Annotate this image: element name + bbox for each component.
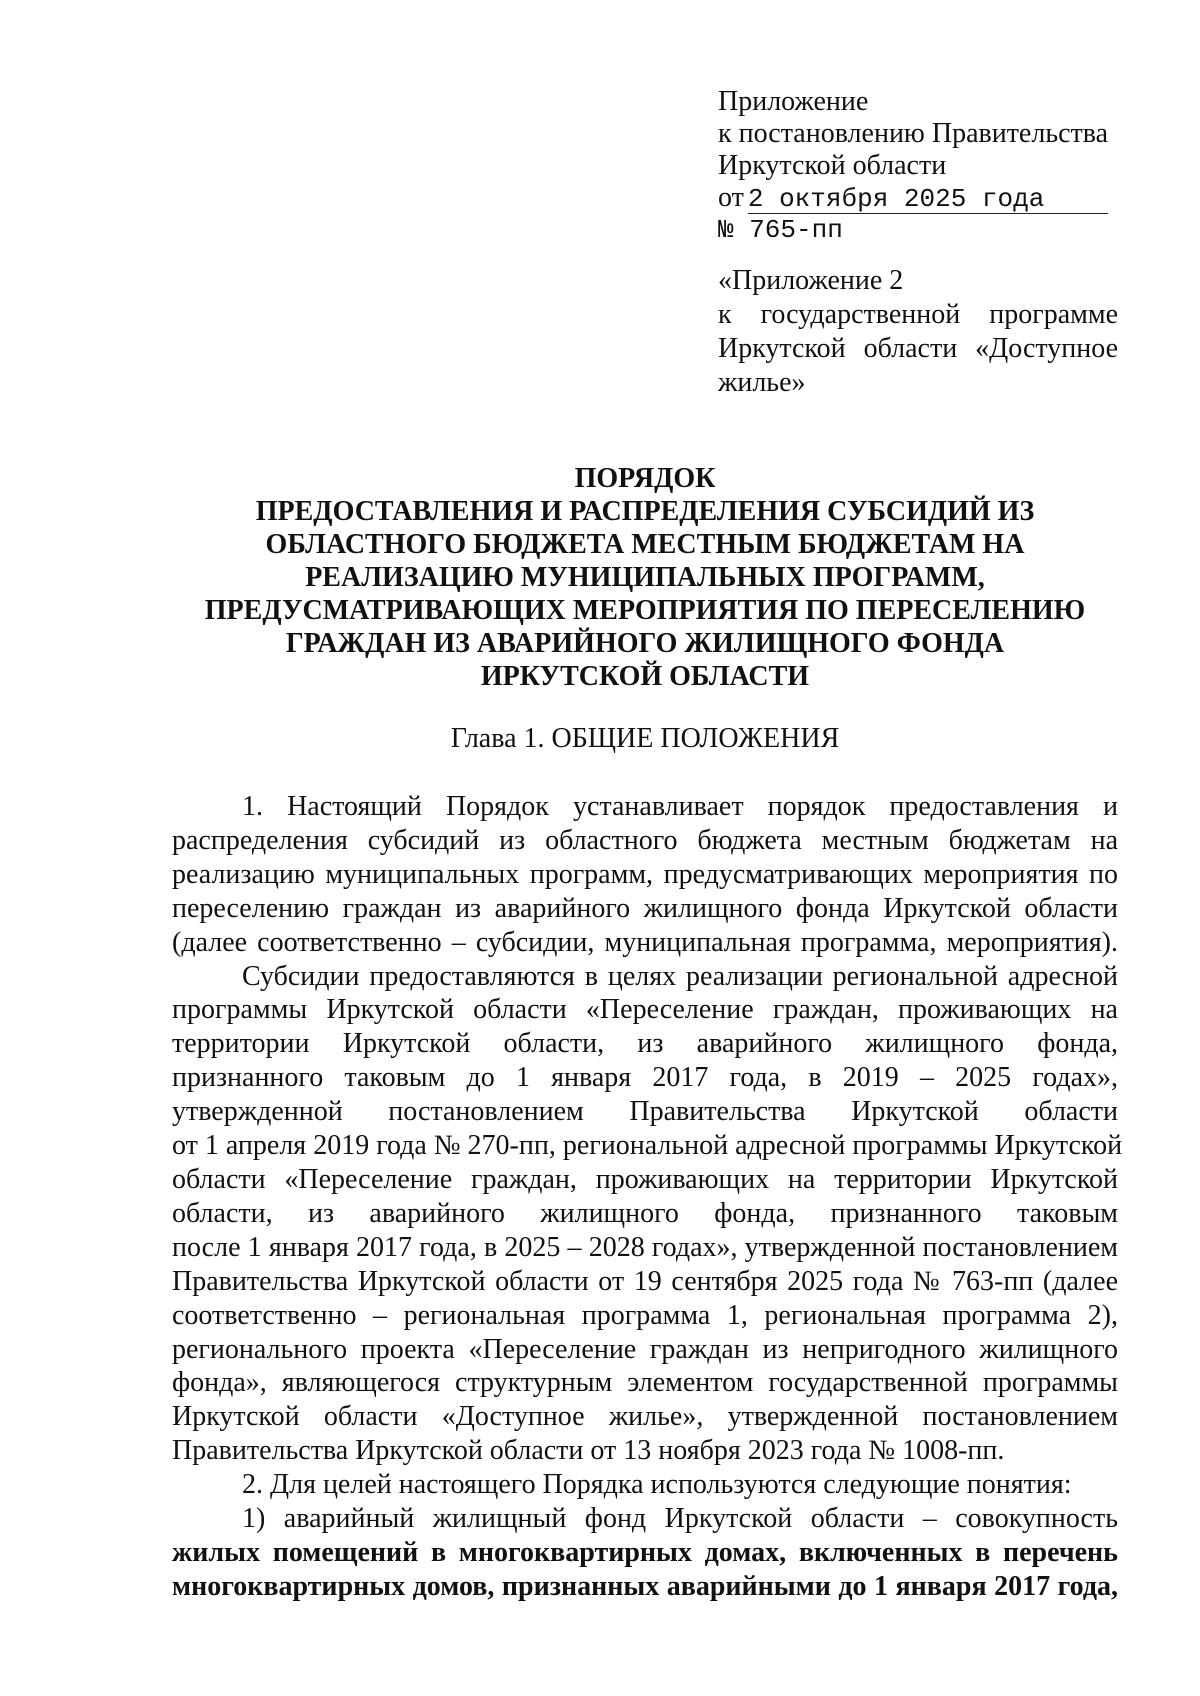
appendix2-program-line: к государственной программе <box>718 299 1118 330</box>
body-line: регионального проекта «Переселение граждан из непригодного жилищного <box>172 1333 1118 1365</box>
body-line: Правительства Иркутской области от 13 ноября 2023 года № 1008-пп. <box>172 1435 1005 1467</box>
body-line: территории Иркутской области, из аварийного жилищного фонда, <box>172 1028 1118 1060</box>
body-line: после 1 января 2017 года, в 2025 – 2028 годах», утвержденной постановлением <box>172 1231 1118 1263</box>
title-line: ПРЕДОСТАВЛЕНИЯ И РАСПРЕДЕЛЕНИЯ СУБСИДИЙ ИЗ <box>255 496 1035 527</box>
body-line: многоквартирных домов, признанных аварийными до 1 января 2017 года, <box>172 1570 1118 1602</box>
appendix-decree-line: к постановлению Правительства <box>718 118 1109 149</box>
appendix2-region-line: Иркутской области «Доступное <box>718 333 1118 364</box>
body-line: (далее соответственно – субсидии, муниципальная программа, мероприятия). <box>172 926 1118 958</box>
appendix-number: № 765-пп <box>718 215 843 245</box>
title-line: ПОРЯДОК <box>574 463 716 494</box>
title-line: ГРАЖДАН ИЗ АВАРИЙНОГО ЖИЛИЩНОГО ФОНДА <box>285 628 1005 659</box>
body-line: 1. Настоящий Порядок устанавливает порядок предоставления и <box>242 791 1118 822</box>
appendix-date-prefix: от <box>718 182 744 213</box>
appendix2-header <box>718 264 1118 400</box>
body-line: 2. Для целей настоящего Порядка используются следующие понятия: <box>242 1469 1072 1501</box>
body-line: соответственно – региональная программа 1, региональная программа 2), <box>172 1299 1118 1331</box>
body-line: Субсидии предоставляются в целях реализации региональной адресной <box>242 960 1118 992</box>
body-line: программы Иркутской области «Переселение граждан, проживающих на <box>172 994 1118 1026</box>
appendix-date: 2 октября 2025 года <box>748 185 1108 214</box>
appendix2-housing-line: жилье» <box>718 367 806 398</box>
appendix2-label: «Приложение 2 <box>718 265 904 296</box>
document-title <box>150 462 1140 693</box>
body-line: распределения субсидий из областного бюджета местным бюджетам на <box>172 824 1118 856</box>
body-line: жилых помещений в многоквартирных домах, включенных в перечень <box>172 1536 1118 1568</box>
body-line: Иркутской области «Доступное жилье», утвержденной постановлением <box>172 1401 1118 1433</box>
body-line: области «Переселение граждан, проживающих на территории Иркутской <box>172 1163 1118 1195</box>
appendix-date-row <box>718 182 1108 214</box>
body-line: 1) аварийный жилищный фонд Иркутской области – совокупность <box>242 1503 1118 1535</box>
chapter-heading: Глава 1. ОБЩИЕ ПОЛОЖЕНИЯ <box>450 723 840 754</box>
body-line: Правительства Иркутской области от 19 сентября 2025 года № 763-пп (далее <box>172 1265 1118 1297</box>
title-line: ПРЕДУСМАТРИВАЮЩИХ МЕРОПРИЯТИЯ ПО ПЕРЕСЕЛЕНИЮ <box>204 595 1086 626</box>
body-line: фонда», являющегося структурным элементом государственной программы <box>172 1367 1118 1399</box>
title-line: ИРКУТСКОЙ ОБЛАСТИ <box>480 661 810 692</box>
body-line: реализацию муниципальных программ, предусматривающих мероприятия по <box>172 858 1118 890</box>
body-line: области, из аварийного жилищного фонда, признанного таковым <box>172 1197 1118 1229</box>
body-text <box>172 790 1123 1604</box>
body-line: от 1 апреля 2019 года № 270-пп, региональной адресной программы Иркутской <box>172 1130 1123 1162</box>
appendix-header <box>718 86 1118 246</box>
appendix-label: Приложение <box>718 86 869 117</box>
title-line: ОБЛАСТНОГО БЮДЖЕТА МЕСТНЫМ БЮДЖЕТАМ НА <box>265 529 1025 560</box>
appendix-region-line: Иркутской области <box>718 150 947 181</box>
body-line: признанного таковым до 1 января 2017 года, в 2019 – 2025 годах», <box>172 1062 1118 1094</box>
body-line: переселению граждан из аварийного жилищного фонда Иркутской области <box>172 892 1118 924</box>
title-line: РЕАЛИЗАЦИЮ МУНИЦИПАЛЬНЫХ ПРОГРАММ, <box>305 562 985 593</box>
body-line: утвержденной постановлением Правительства Иркутской области <box>172 1096 1118 1128</box>
